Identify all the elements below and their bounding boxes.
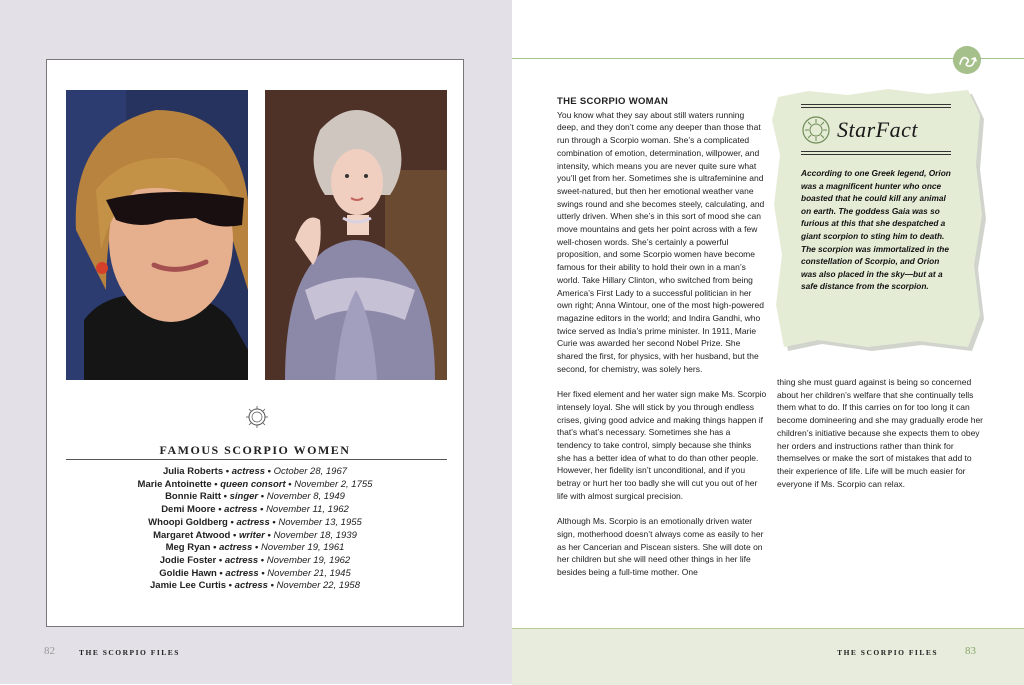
star-fact-content [801, 104, 951, 293]
famous-woman-row [47, 479, 463, 492]
famous-woman-name: Meg Ryan [165, 542, 211, 554]
famous-woman-row [47, 504, 463, 517]
separator: • [210, 542, 220, 554]
separator: • [269, 516, 279, 528]
separator: • [258, 491, 267, 503]
separator: • [252, 542, 261, 554]
separator: • [211, 478, 221, 490]
famous-women-list [47, 466, 463, 593]
separator: • [264, 529, 274, 541]
star-fact-text: According to one Greek legend, Orion was a magnificent hunter who once boasted that he could kill any animal on earth. The goddess Gaia was so furious at this that she despatched a giant scorpion to sting him to death. The scorpion was immortalized in the constellation of Scorpio, and Orion was also placed in the sky—but at a safe distance from the scorpion. [801, 168, 951, 292]
left-page [0, 0, 512, 684]
famous-woman-role: singer [229, 491, 259, 503]
famous-woman-name: Marie Antoinette [137, 478, 212, 490]
separator: • [230, 529, 239, 541]
famous-woman-name: Jamie Lee Curtis [150, 580, 227, 592]
right-page [512, 0, 1024, 684]
famous-woman-row [47, 555, 463, 568]
famous-woman-date: November 21, 1945 [267, 567, 351, 579]
famous-woman-role: writer [238, 529, 265, 541]
separator: • [267, 580, 277, 592]
famous-woman-date: November 2, 1755 [294, 478, 373, 490]
sun-icon [801, 115, 831, 145]
famous-woman-role: actress [224, 554, 259, 566]
section-heading: THE SCORPIO WOMAN [557, 96, 669, 107]
famous-woman-date: November 18, 1939 [273, 529, 357, 541]
footer-band [512, 628, 1024, 685]
paragraph-3: Although Ms. Scorpio is an emotionally driven water sign, motherhood doesn’t always come as easily to her as her Cancerian and Piscean sisters. She will dote on her children but she will need other things in her life besides being a full-time mother. One [557, 516, 764, 577]
famous-woman-date: November 19, 1962 [266, 554, 351, 566]
famous-woman-row [47, 542, 463, 555]
running-head-right: THE SCORPIO FILES [837, 648, 938, 657]
paragraph-2: Her fixed element and her water sign make Ms. Scorpio intensely loyal. She will stick by you through endless crises, giving good advice and making things happen if that’s what’s necessary. Sometimes she has a tendency to take control, simply because she thinks she has a better idea of what to do than other people. However, her fidelity isn’t unconditional, and if you betray or hurt her too badly she will cut you out of her life with almost surgical precision. [557, 389, 767, 501]
famous-woman-name: Demi Moore [161, 504, 216, 516]
scorpio-glyph-icon [953, 46, 981, 74]
top-rule [512, 58, 1024, 59]
famous-woman-row [47, 491, 463, 504]
separator: • [265, 466, 274, 477]
famous-woman-row [47, 466, 463, 479]
famous-woman-name: Goldie Hawn [159, 567, 217, 579]
separator: • [216, 567, 226, 579]
famous-woman-row [47, 580, 463, 593]
famous-woman-row [47, 517, 463, 530]
separator: • [226, 580, 235, 592]
famous-woman-name: Jodie Foster [159, 554, 217, 566]
scorpio-ornament-icon [246, 406, 268, 428]
paragraph-4: thing she must guard against is being so concerned about her children’s welfare that she continually tells them what to do. If this carries on for too long it can become domineering and she may gradually erode her children’s initiative because she expects them to obey her orders and instructions rather than think for themselves or make the sort of mistakes that add to their experience of life. Life will be much easier for everyone if Ms. Scorpio can relax. [777, 377, 984, 489]
main-text-column [557, 96, 767, 591]
famous-woman-role: actress [224, 504, 258, 516]
famous-woman-name: Bonnie Raitt [165, 491, 222, 503]
famous-woman-date: October 28, 1967 [273, 466, 348, 477]
separator: • [216, 554, 225, 566]
famous-woman-date: November 19, 1961 [260, 542, 345, 554]
separator: • [215, 504, 225, 516]
famous-woman-name: Margaret Atwood [153, 529, 231, 541]
famous-woman-name: Julia Roberts [162, 466, 224, 477]
marie-antoinette-portrait [265, 90, 447, 380]
separator: • [258, 554, 267, 566]
famous-woman-role: actress [225, 567, 259, 579]
page-number-right: 83 [965, 645, 976, 657]
famous-woman-role: actress [231, 466, 266, 477]
separator: • [227, 516, 237, 528]
famous-woman-date: November 22, 1958 [276, 580, 360, 592]
title-divider [66, 459, 447, 460]
separator: • [221, 491, 230, 503]
separator: • [258, 567, 268, 579]
separator: • [285, 478, 295, 490]
famous-woman-role: queen consort [220, 478, 286, 490]
famous-woman-row [47, 530, 463, 543]
running-head-left: THE SCORPIO FILES [79, 648, 180, 657]
famous-woman-date: November 13, 1955 [278, 516, 362, 528]
star-fact-title: StarFact [837, 117, 918, 142]
star-fact-box [768, 85, 988, 351]
second-text-column [777, 376, 989, 503]
famous-woman-date: November 11, 1962 [266, 504, 349, 516]
famous-woman-name: Whoopi Goldberg [148, 516, 228, 528]
page-number-left: 82 [44, 645, 55, 657]
famous-woman-role: actress [219, 542, 253, 554]
famous-woman-row [47, 568, 463, 581]
famous-woman-date: November 8, 1949 [266, 491, 345, 503]
julia-roberts-photo [66, 90, 248, 380]
famous-women-title: FAMOUS SCORPIO WOMEN [159, 443, 351, 457]
separator: • [223, 466, 232, 477]
famous-women-card [46, 59, 464, 627]
paragraph-1: You know what they say about still waters running deep, and they don’t come any deeper than those that run through a Scorpio woman. She’s a complicated combination of emotion, determination, willpower, and intensity, which means you are never quite sure what you’ll get from her. Sometimes she is ultrafeminine and sweet-natured, but then her emotional weather vane swings round and she becomes steely, calculating, and utterly driven. When she’s in this sort of mood she can move mountains and gets her point across with a few well-chosen words. She’s certainly a powerful proposition, and some Scorpio women have become famous for their ability to hold their own in a man’s world. Take Hillary Clinton, who switched from being America’s First Lady to a successful politician in her own right; Anna Wintour, one of the most high-powered magazine editors in the world; and Indira Gandhi, who twice served as India’s prime minister. In 1911, Marie Curie was awarded her second Nobel Prize. She shared the first, for physics, with her husband, but the second, for chemistry, was solely hers. [557, 109, 765, 374]
star-fact-rule-bottom [801, 151, 951, 155]
famous-woman-role: actress [234, 580, 268, 592]
separator: • [257, 504, 267, 516]
famous-woman-role: actress [236, 516, 270, 528]
